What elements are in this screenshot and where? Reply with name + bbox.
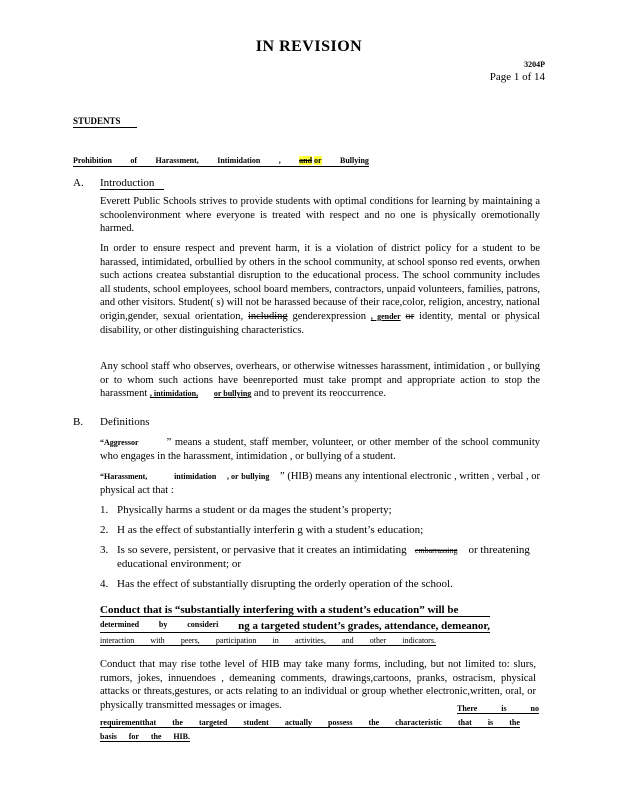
paragraph-text: Any school staff who observes, overhears, or otherwise witnesses harassment, intimidation , or bullying or to whom such actions have beenreported must take prompt and appropriate action to stop the harassment [100, 361, 540, 400]
row-word: other [369, 636, 387, 645]
row-word: participation [215, 636, 257, 645]
policy-title-or: or [314, 156, 322, 165]
interaction-row [100, 636, 436, 646]
row-word: is [487, 718, 494, 727]
row-word: student [243, 718, 269, 727]
list-number: 2. [100, 524, 109, 536]
row-word: basis [100, 732, 117, 741]
paragraph-text: Conduct that may rise tothe level of HIB may take many forms, including, but not limited to: slurs, rumors, jokes, innuendoes , demeaning comments, drawings,cartoons, pranks, ostracism, physical attacks or threats,gestures, or acts relating to an individual or group whether electronic,written, oral, or physically transmitted messages or images. [100, 659, 536, 711]
defined-term: “Aggressor [100, 438, 139, 447]
row-word: the [509, 718, 520, 727]
intro-paragraph-3 [100, 360, 540, 401]
section-a-letter: A. [73, 177, 84, 189]
there-row [457, 704, 539, 714]
row-word: for [128, 732, 139, 741]
list-number: 1. [100, 504, 109, 516]
section-a-title: Introduction [100, 177, 164, 190]
defined-term: “Harassment, [100, 472, 148, 481]
list-item: Physically harms a student or da mages the student’s property; [117, 504, 392, 516]
row-word: HIB. [173, 732, 190, 741]
list-number: 3. [100, 544, 109, 556]
row-word: determined [100, 620, 140, 629]
section-b-title: Definitions [100, 416, 150, 428]
list-item-text: Is so severe, persistent, or pervasive that it creates an intimidating [117, 544, 407, 556]
row-word: with [150, 636, 165, 645]
policy-title-word: Bullying [340, 156, 369, 165]
paragraph-text: and to prevent its reoccurrence. [253, 388, 386, 400]
definition-text: ” means a student, staff member, volunteer, or other member of the school community who engages in the harassment, intimidation , or bullying of a student. [100, 437, 540, 462]
row-word: is [501, 704, 507, 713]
policy-title-word: Prohibition [73, 156, 112, 165]
row-word: peers, [180, 636, 200, 645]
policy-title-struck-and: and [299, 156, 313, 165]
list-item: H as the effect of substantially interferin g with a student’s education; [117, 524, 424, 536]
page-number: Page 1 of 14 [489, 71, 545, 83]
inserted-text: , intimidation, [149, 389, 199, 399]
struck-text: embarrassing [414, 546, 458, 555]
row-word: in [272, 636, 279, 645]
row-word: that [457, 718, 472, 727]
intro-paragraph-2 [100, 242, 540, 337]
list-item [117, 544, 537, 571]
row-word: characteristic [395, 718, 442, 727]
policy-title-word: , [278, 156, 281, 165]
hib-definition [100, 470, 540, 497]
policy-title [73, 156, 369, 167]
row-word: the [172, 718, 183, 727]
paragraph-text: In order to ensure respect and prevent harm, it is a violation of district policy for a student to be harassed, intimidated, orbullied by others in the school community, at school sponso red events, orwhen such actions createa substantial disruption to the educational process. The school community includes all students, school employees, school board members, contractors, unpaid volunteers, families, patrons, and other visitors. Student( s) will not be harassed because of their race,color, religion, ancestry, national origin,gender, sexual orientation, [100, 243, 540, 322]
defined-term: bullying [241, 472, 270, 481]
row-word: interaction [100, 636, 135, 645]
conduct-heading: Conduct that is “substantially interfering with a student’s education” will be [100, 604, 490, 617]
row-word: the [368, 718, 380, 727]
requirement-row [100, 718, 520, 728]
policy-title-word: Harassment, [155, 156, 199, 165]
paragraph-text: identity, mental or physical disability, or other distinguishing characteristics. [100, 310, 541, 336]
defined-term: , or [227, 472, 239, 481]
row-word: no [530, 704, 539, 713]
intro-paragraph-1: Everett Public Schools strives to provide students with optimal conditions for learning by maintaining a schoolenvironment where everyone is treated with respect and no one is physically oremotionally harmed. [100, 196, 540, 235]
list-item-text: or threatening educational environment; or [117, 544, 530, 570]
inserted-text: , gender [370, 311, 401, 321]
policy-code: 3204P [524, 60, 545, 69]
section-b-letter: B. [73, 416, 84, 428]
paragraph-text: genderexpression [292, 310, 366, 322]
definition-text: ” (HIB) means any intentional electronic , written , verbal , or physical act that : [100, 471, 541, 496]
row-word: consideri [187, 620, 219, 629]
list-item: Has the effect of substantially disrupting the orderly operation of the school. [117, 578, 453, 590]
defined-term: intimidation [174, 472, 217, 481]
basis-row [100, 732, 190, 742]
row-word: and [342, 636, 354, 645]
struck-text: including [247, 310, 288, 322]
row-word: actually [284, 718, 312, 727]
row-word: possess [328, 718, 353, 727]
row-word: There [457, 704, 478, 713]
determined-row [100, 620, 490, 633]
aggressor-definition [100, 436, 540, 463]
section-label-students: STUDENTS [73, 116, 137, 128]
policy-title-word: Intimidation [217, 156, 261, 165]
row-word: targeted [198, 718, 228, 727]
row-word: indicators. [402, 636, 436, 645]
policy-title-word: of [130, 156, 138, 165]
inserted-text: or bullying [213, 389, 252, 399]
row-word: ng a targeted student’s grades, attendance, demeanor, [238, 620, 490, 632]
row-word: the [150, 732, 162, 741]
struck-text: or [405, 310, 415, 322]
row-word: requirementthat [100, 718, 157, 727]
row-word: activities, [294, 636, 326, 645]
page-title: IN REVISION [255, 38, 363, 55]
list-number: 4. [100, 578, 109, 590]
row-word: by [158, 620, 168, 629]
